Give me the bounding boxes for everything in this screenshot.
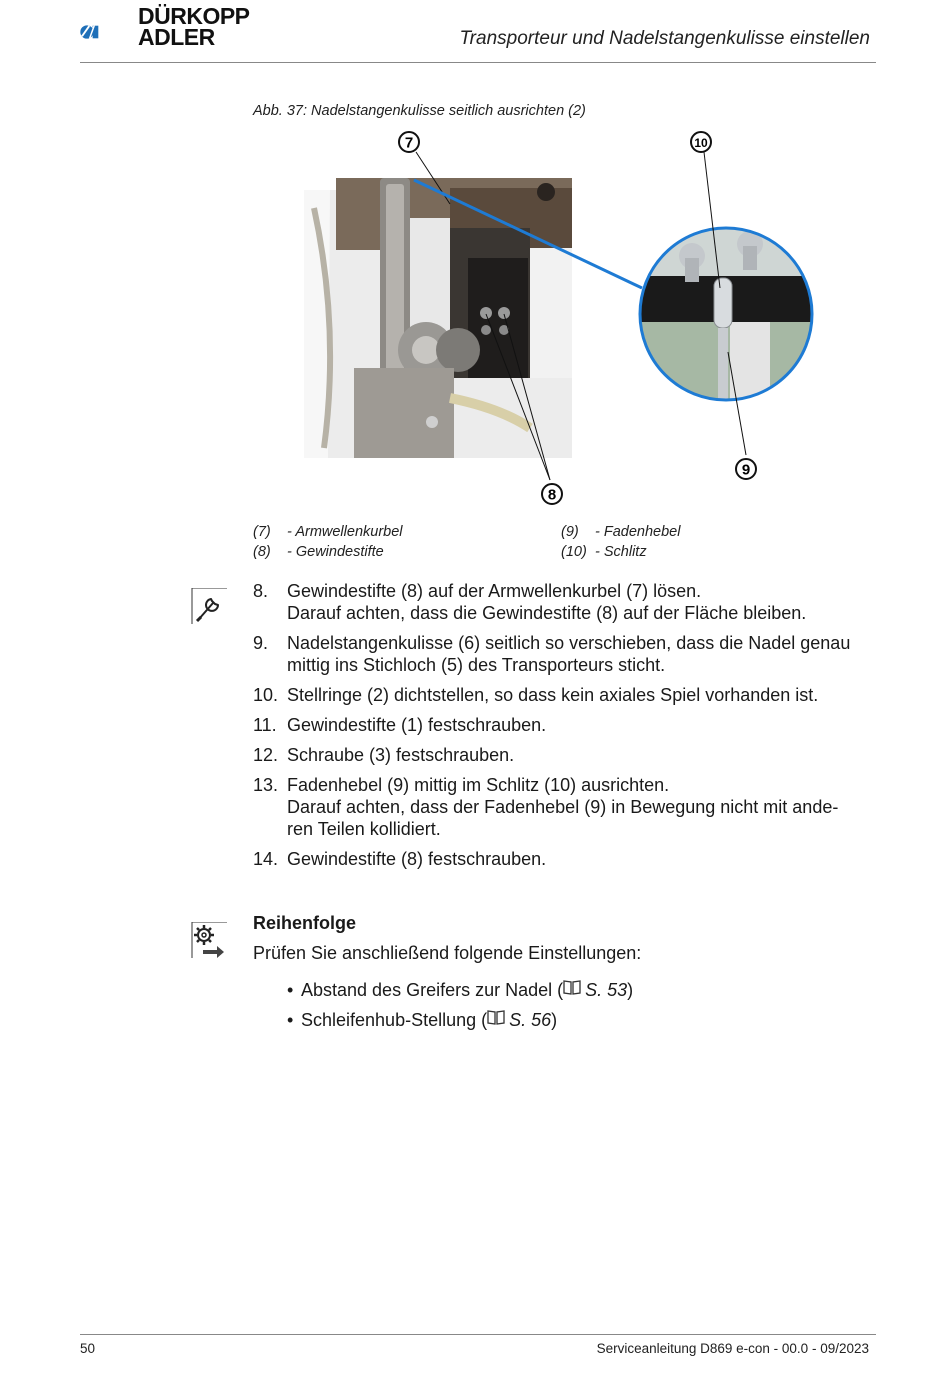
legend-text: - Armwellenkurbel [287, 524, 403, 540]
list-item-close: ) [627, 980, 634, 1000]
legend-num: (7) [253, 524, 271, 540]
step-8 [253, 580, 873, 624]
step-line: Fadenhebel (9) mittig im Schlitz (10) ausrichten. [287, 775, 670, 795]
step-line: Darauf achten, dass der Fadenhebel (9) in Bewegung nicht mit ande- [287, 797, 839, 817]
step-9 [253, 632, 873, 676]
step-number: 10. [253, 685, 279, 705]
list-item-text: Abstand des Greifers zur Nadel ( [301, 980, 564, 1000]
step-number: 9. [253, 633, 269, 653]
step-line: Gewindestifte (1) festschrauben. [287, 715, 547, 735]
svg-text:10: 10 [694, 136, 708, 150]
page-number: 50 [80, 1341, 96, 1356]
check-list [287, 979, 634, 1039]
legend-text: - Gewindestifte [287, 544, 384, 560]
step-13 [253, 774, 873, 840]
step-14 [253, 848, 873, 870]
step-line: ren Teilen kollidiert. [287, 819, 441, 839]
step-12 [253, 744, 873, 766]
brand-name [138, 3, 250, 50]
list-item-close: ) [551, 1010, 558, 1030]
callout-9 [736, 459, 756, 479]
gear-arrow-icon [191, 922, 227, 958]
page-reference-link[interactable]: S. 56 [509, 1010, 552, 1030]
step-line: Schraube (3) festschrauben. [287, 745, 515, 765]
brand-line-2: ADLER [138, 24, 215, 50]
legend-text: - Schlitz [595, 544, 647, 560]
legend-num: (10) [561, 544, 587, 560]
step-11 [253, 714, 873, 736]
figure-caption: Abb. 37: Nadelstangenkulisse seitlich ausrichten (2) [253, 103, 586, 119]
section-title: Reihenfolge [253, 913, 357, 933]
list-item [287, 979, 634, 1001]
callout-10 [691, 132, 711, 152]
callout-7 [399, 132, 419, 152]
header-divider [80, 62, 876, 63]
step-line: Stellringe (2) dichtstellen, so dass kein axiales Spiel vorhanden ist. [287, 685, 819, 705]
step-line: Gewindestifte (8) auf der Armwellenkurbel (7) lösen. [287, 581, 702, 601]
svg-text:8: 8 [547, 486, 557, 504]
svg-text:7: 7 [404, 134, 414, 152]
legend-item-9 [561, 524, 680, 540]
step-number: 8. [253, 581, 269, 601]
brand-logo-icon [80, 8, 140, 56]
legend-text: - Fadenhebel [595, 524, 681, 540]
bullet: • [287, 1010, 294, 1030]
step-number: 14. [253, 849, 279, 869]
wrench-icon [191, 588, 227, 624]
step-10 [253, 684, 873, 706]
list-item [287, 1009, 633, 1031]
section-intro: Prüfen Sie anschließend folgende Einstellungen: [253, 943, 642, 963]
page-header-title: Transporteur und Nadelstangenkulisse einstellen [459, 28, 870, 49]
figure-illustration [300, 128, 820, 508]
legend-item-8 [253, 544, 384, 560]
document-reference: Serviceanleitung D869 e-con - 00.0 - 09/2023 [596, 1341, 869, 1356]
legend-num: (9) [561, 524, 579, 540]
legend-item-10 [561, 544, 647, 560]
step-number: 12. [253, 745, 279, 765]
step-line: Gewindestifte (8) festschrauben. [287, 849, 547, 869]
callout-8 [542, 484, 562, 504]
detail-magnifier [640, 228, 812, 400]
step-line: Nadelstangenkulisse (6) seitlich so verschieben, dass die Nadel genau [287, 633, 851, 653]
instruction-steps [253, 580, 873, 878]
brand-line-1: DÜRKOPP [138, 3, 250, 29]
step-number: 11. [253, 715, 277, 735]
legend-item-7 [253, 524, 403, 540]
list-item-text: Schleifenhub-Stellung ( [301, 1010, 488, 1030]
step-number: 13. [253, 775, 279, 795]
svg-text:9: 9 [741, 461, 751, 479]
legend-num: (8) [253, 544, 271, 560]
step-line: mittig ins Stichloch (5) des Transporteurs sticht. [287, 655, 666, 675]
footer-divider [80, 1334, 876, 1335]
book-icon [563, 979, 581, 995]
bullet: • [287, 980, 294, 1000]
page-reference-link[interactable]: S. 53 [585, 980, 628, 1000]
book-icon [487, 1009, 505, 1025]
step-line: Darauf achten, dass die Gewindestifte (8) auf der Fläche bleiben. [287, 603, 807, 623]
